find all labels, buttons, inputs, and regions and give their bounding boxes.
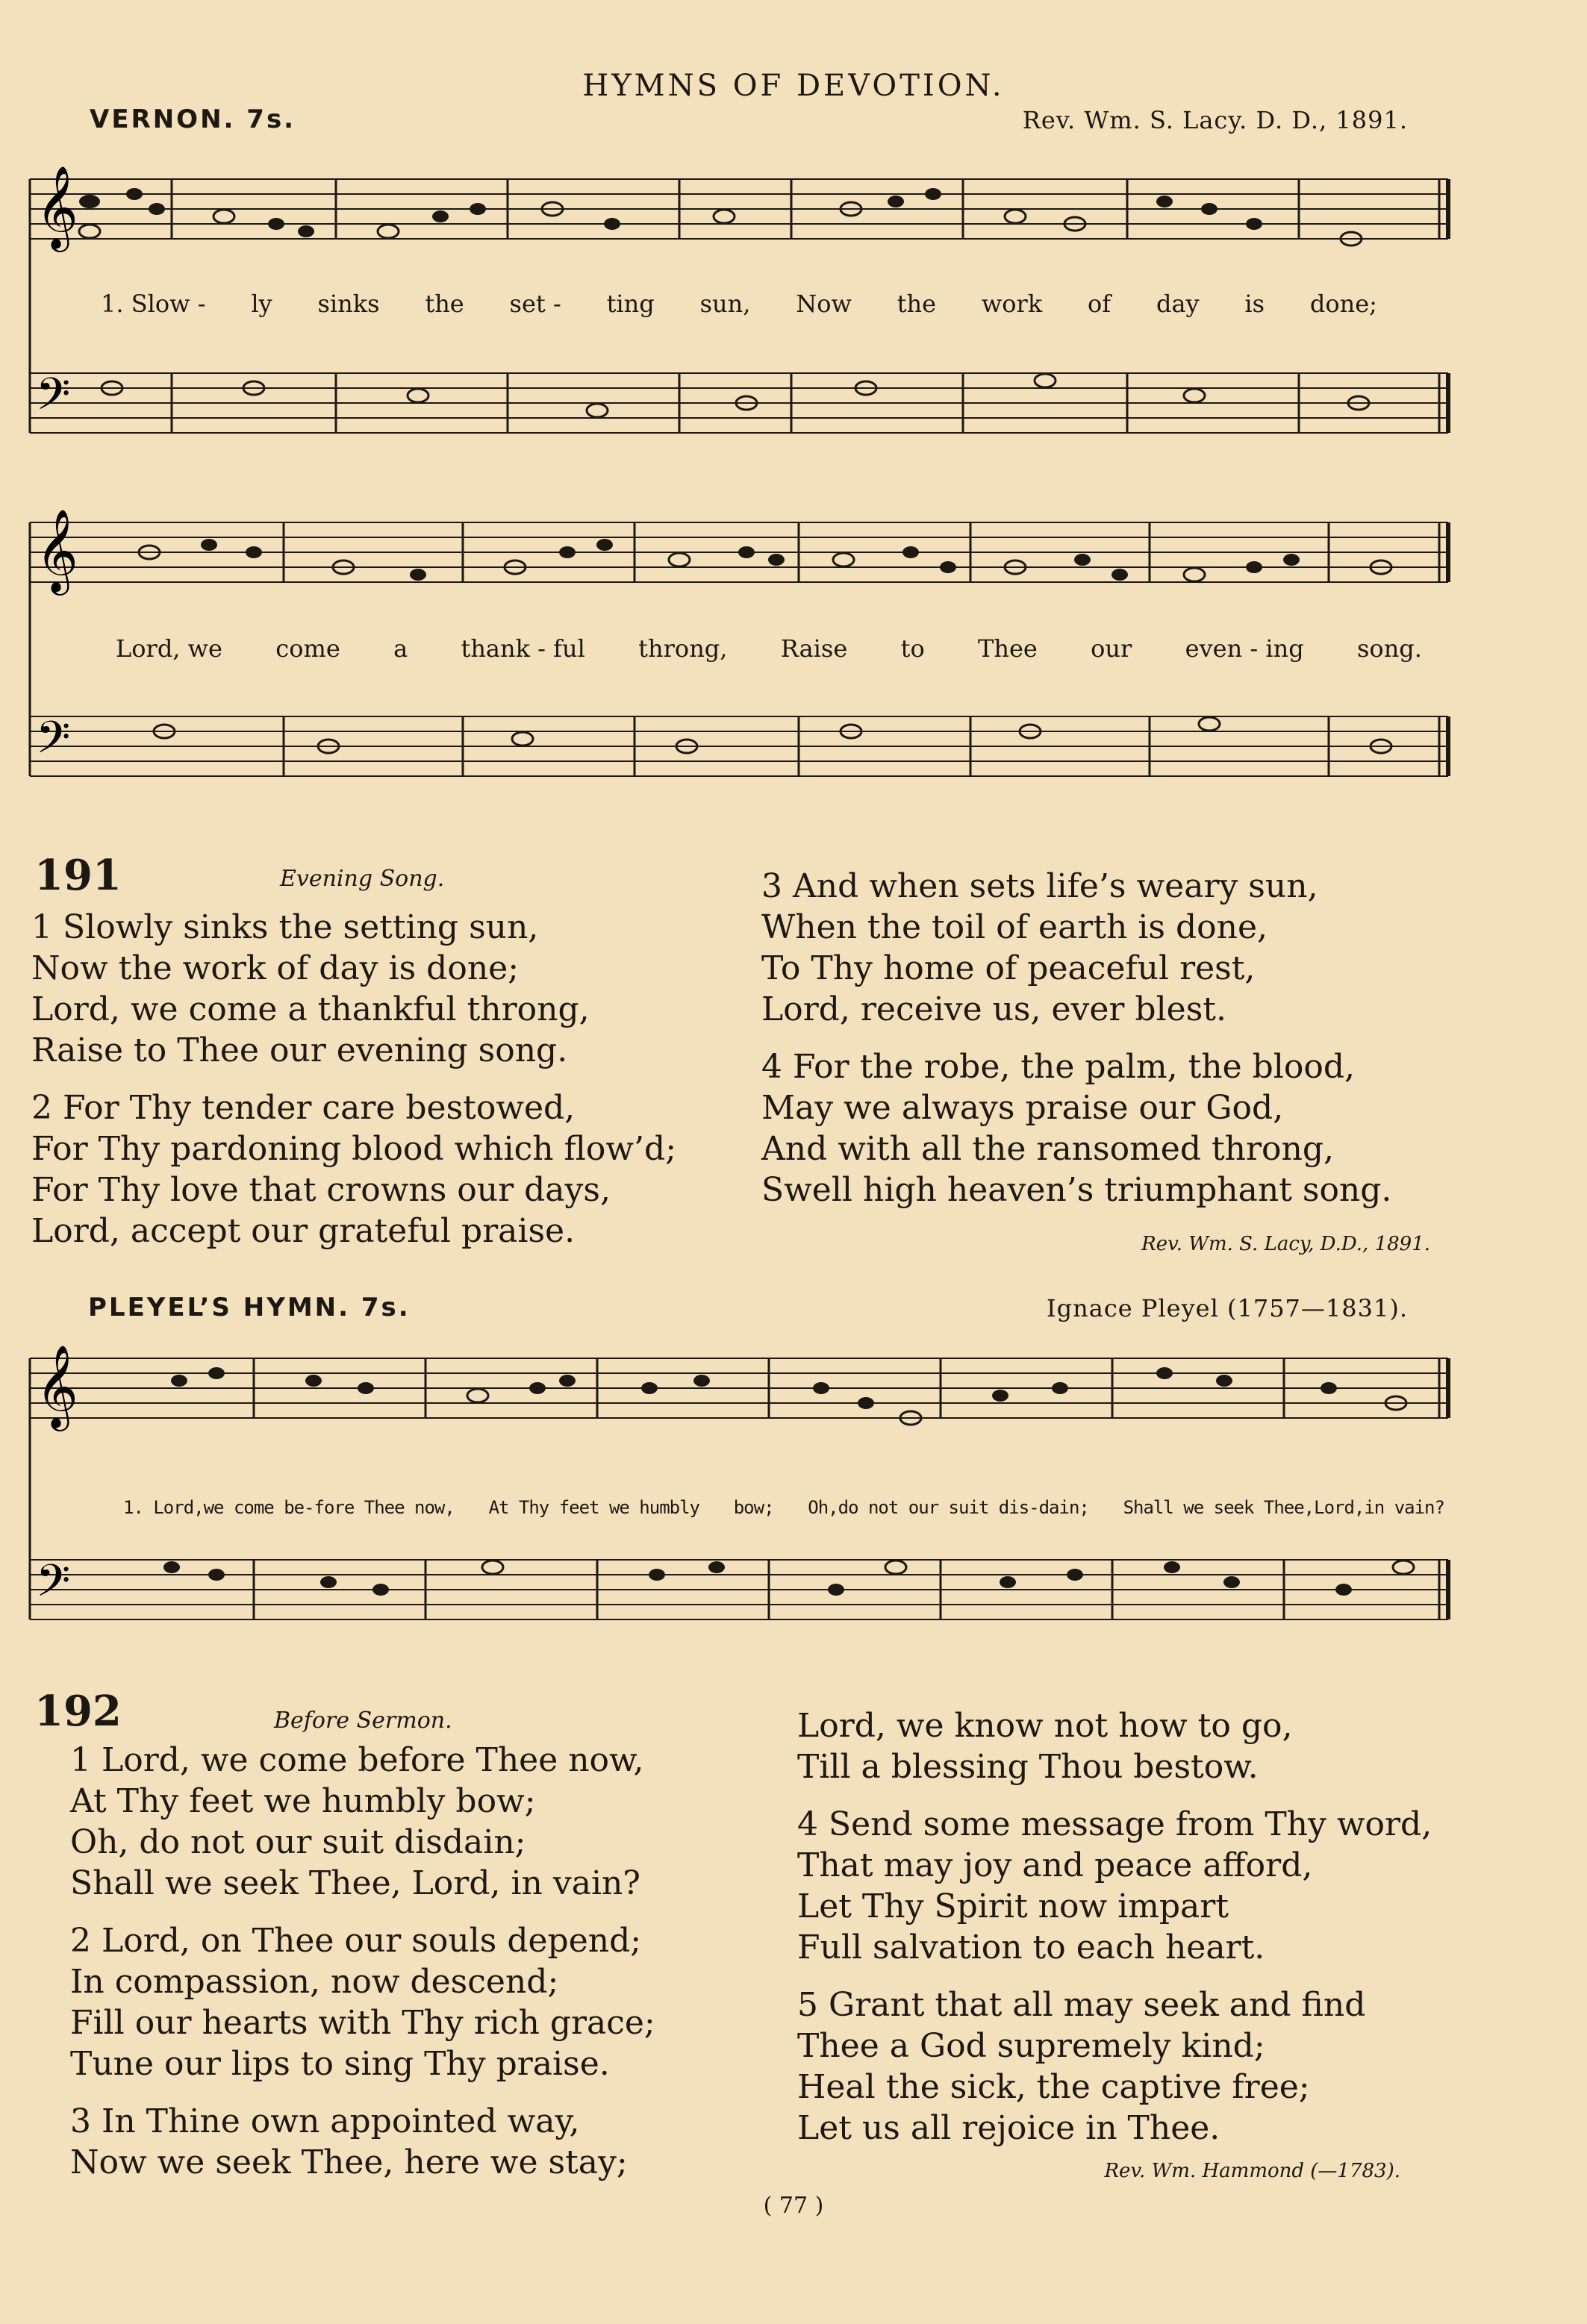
verse-1: 1 Slowly sinks the setting sun, Now the work of day is done; Lord, we come a thankful throng, Raise to Thee our evening song.	[31, 908, 590, 1069]
notes	[163, 1367, 1414, 1596]
hymn-192-attribution: Rev. Wm. Hammond (—1783).	[1104, 2160, 1400, 2182]
bass-clef-icon: 𝄢	[36, 711, 71, 774]
verse-3-continued: Lord, we know not how to go, Till a blessing Thou bestow.	[797, 1707, 1293, 1786]
treble-staff	[30, 1358, 1448, 1418]
hymn-number-192: 192	[34, 1687, 122, 1736]
tune-name-pleyel: PLEYEL’S HYMN. 7s.	[88, 1293, 411, 1322]
hymn-subtitle-191: Evening Song.	[280, 866, 445, 892]
hymn-191-right-column	[761, 866, 1391, 1227]
treble-clef-icon: 𝄞	[36, 165, 78, 249]
hymn-192-right-column	[797, 1705, 1432, 2165]
hymn-subtitle-192: Before Sermon.	[274, 1708, 452, 1734]
verse-4: 4 For the robe, the palm, the blood, May we always praise our God, And with all the ransomed throng, Swell high heaven’s triumphant song.	[761, 1048, 1392, 1209]
bass-staff	[30, 373, 1448, 433]
page-number: ( 77 )	[763, 2193, 824, 2219]
verse-1: 1 Lord, we come before Thee now, At Thy feet we humbly bow; Oh, do not our suit disdain; Shall we seek Thee, Lord, in vain?	[70, 1741, 644, 1902]
hymn-191-attribution: Rev. Wm. S. Lacy, D.D., 1891.	[1141, 1233, 1430, 1255]
bass-staff	[30, 716, 1448, 776]
lyrics-vernon-line-1: 1. Slow - ly sinks the set - ting sun, Now the work of day is done;	[101, 290, 1377, 318]
bass-clef-icon: 𝄢	[36, 368, 71, 431]
running-head: HYMNS OF DEVOTION.	[582, 69, 1005, 103]
tune-credit-pleyel: Ignace Pleyel (1757—1831).	[1047, 1294, 1408, 1322]
tune-credit-vernon: Rev. Wm. S. Lacy. D. D., 1891.	[1022, 106, 1408, 134]
verse-2: 2 Lord, on Thee our souls depend; In compassion, now descend; Fill our hearts with Thy rich grace; Tune our lips to sing Thy praise.	[70, 1922, 655, 2083]
tune-name-vernon: VERNON. 7s.	[90, 104, 296, 134]
treble-clef-icon: 𝄞	[36, 508, 78, 592]
treble-clef-icon: 𝄞	[36, 1344, 78, 1428]
lyrics-pleyel-line-1: 1. Lord,we come be-fore Thee now, At Thy feet we humbly bow; Oh,do not our suit dis-dain; Shall we seek Thee,Lord,in vain?	[123, 1497, 1444, 1518]
verse-3: 3 In Thine own appointed way, Now we seek Thee, here we stay;	[70, 2102, 628, 2181]
verse-2: 2 For Thy tender care bestowed, For Thy pardoning blood which flow’d; For Thy love that crowns our days, Lord, accept our grateful praise.	[31, 1089, 677, 1250]
treble-staff	[30, 179, 1448, 239]
hymn-number-191: 191	[34, 851, 122, 900]
lyrics-vernon-line-2: Lord, we come a thank - ful throng, Raise to Thee our even - ing song.	[116, 634, 1422, 663]
verse-4: 4 Send some message from Thy word, That may joy and peace afford, Let Thy Spirit now impart Full salvation to each heart.	[797, 1805, 1432, 1967]
verse-5: 5 Grant that all may seek and find Thee a God supremely kind; Heal the sick, the captive free; Let us all rejoice in Thee.	[797, 1986, 1366, 2147]
hymn-192-left-column	[70, 1740, 655, 2199]
bass-staff	[30, 1560, 1448, 1619]
verse-3: 3 And when sets life’s weary sun, When the toil of earth is done, To Thy home of peaceful rest, Lord, receive us, ever blest.	[761, 867, 1318, 1028]
bass-clef-icon: 𝄢	[36, 1555, 71, 1617]
hymn-191-left-column	[31, 907, 676, 1268]
